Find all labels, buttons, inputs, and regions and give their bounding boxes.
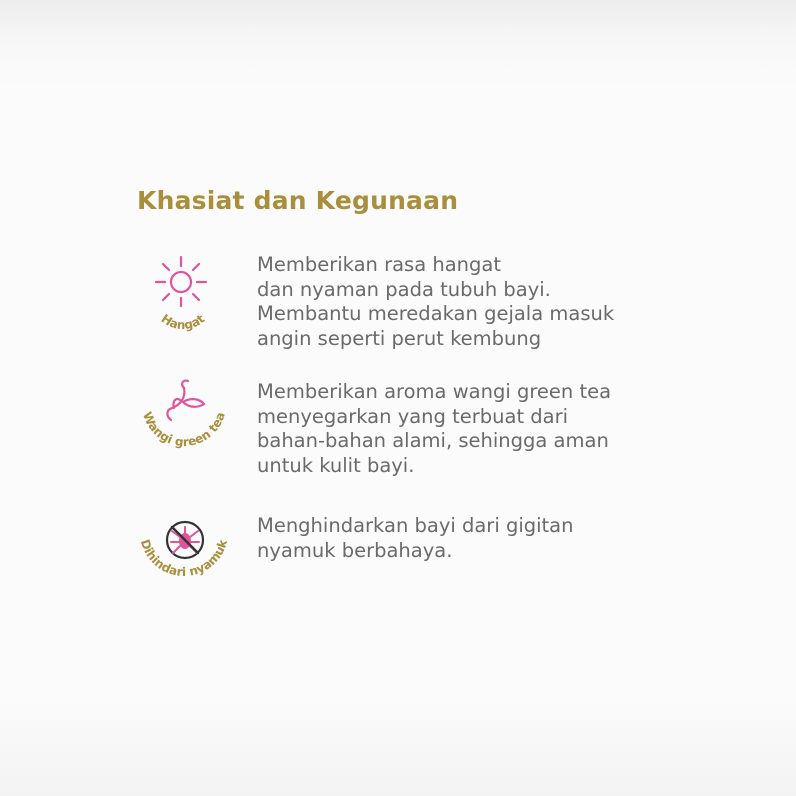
leaf-sprout-icon — [128, 370, 238, 466]
benefit-line: Memberikan rasa hangat — [257, 253, 501, 276]
hangat-badge — [138, 250, 228, 340]
green-tea-badge-label: Wangi green tea — [139, 409, 228, 450]
benefit-line: dan nyaman pada tubuh bayi. — [257, 277, 551, 301]
no-mosquito-icon — [128, 510, 238, 606]
benefit-green-tea-text — [257, 380, 611, 478]
mosquito-badge — [128, 510, 238, 606]
benefit-mosquito-text — [257, 514, 574, 563]
benefit-line: bahan-bahan alami, sehingga aman — [257, 429, 609, 452]
mosquito-badge-label: Dihindari nyamuk — [137, 537, 231, 580]
green-tea-badge — [128, 370, 238, 466]
sun-icon — [138, 250, 228, 340]
benefit-line: angin seperti perut kembung — [257, 326, 542, 350]
benefit-line: untuk kulit bayi. — [257, 453, 415, 477]
benefit-line: nyamuk berbahaya. — [257, 538, 453, 562]
benefit-line: Memberikan aroma wangi green tea — [257, 380, 612, 403]
benefit-line: Membantu meredakan gejala masuk — [257, 302, 615, 325]
benefit-line: Menghindarkan bayi dari gigitan — [257, 514, 574, 537]
section-title: Khasiat dan Kegunaan — [137, 186, 459, 215]
benefit-line: menyegarkan yang terbuat dari — [257, 404, 569, 428]
hangat-badge-label: Hangat — [158, 311, 208, 333]
benefit-hangat-text — [257, 253, 614, 351]
